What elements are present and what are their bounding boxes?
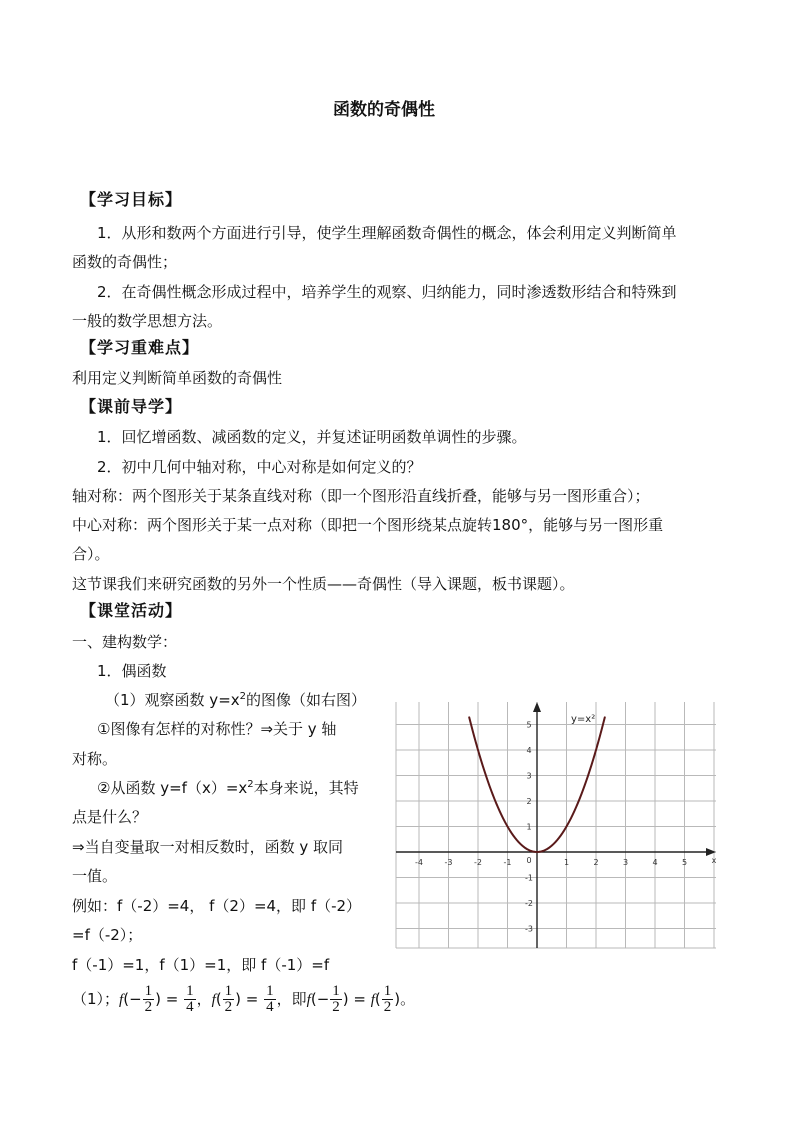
- data-point: [507, 826, 509, 828]
- x-tick-label: 5: [681, 858, 688, 867]
- data-point: [468, 716, 470, 718]
- preview-question-2: 2．初中几何中轴对称，中心对称是如何定义的？: [97, 458, 422, 476]
- keypoints-text: 利用定义判断简单函数的奇偶性: [72, 369, 283, 387]
- y-tick-label: 4: [526, 746, 532, 755]
- chart-title: y=x²: [571, 714, 596, 725]
- x-tick-label: -1: [503, 858, 512, 867]
- function-question-line-2: 点是什么？: [72, 808, 148, 826]
- preview-question-1: 1．回忆增函数、减函数的定义，并复述证明函数单调性的步骤。: [97, 428, 527, 446]
- answer-line-2: 一值。: [72, 867, 118, 885]
- section-heading-keypoints: 【学习重难点】: [80, 338, 200, 357]
- data-point: [536, 851, 538, 853]
- example-line-1: 例如：f（-2）=4， f（2）=4，即 f（-2）: [72, 897, 362, 915]
- parabola-chart: [394, 700, 720, 950]
- example-line-3: f（-1）=1，f（1）=1，即 f（-1）=f: [72, 956, 330, 974]
- x-tick-label: 2: [593, 858, 599, 867]
- y-tick-label: 3: [526, 771, 532, 781]
- symmetry-question-line-1: ①图像有怎样的对称性？⇒关于 y 轴: [97, 720, 337, 738]
- section-heading-preview: 【课前导学】: [80, 397, 183, 416]
- y-tick-label: -2: [525, 899, 533, 908]
- y-tick-label: 2: [526, 797, 532, 806]
- example-fraction-formula: （1）；f(− $\frac{1}{2}$ ) = $\frac{1}{4}$ ，f( $\frac{1}{2}$ ) = $\frac{1}{4}$ ，即f(− $\frac{1}{2}$ ) = f( $\frac{1}{2}$ )。: [72, 983, 416, 1015]
- section-heading-activity: 【课堂活动】: [80, 601, 183, 620]
- y-tick-label: 5: [526, 720, 532, 730]
- goal-item-1-line-1: 1．从形和数两个方面进行引导，使学生理解函数奇偶性的概念，体会利用定义判断简单: [97, 224, 677, 242]
- data-point: [521, 845, 523, 847]
- data-point: [580, 794, 582, 796]
- observe-instruction: （1）观察函数 $y=x^2$的图像（如右图）: [105, 691, 367, 709]
- x-tick-label: 3: [622, 858, 629, 867]
- y-tick-label: 1: [526, 822, 532, 832]
- part-1-heading: 一、建构数学：: [72, 633, 178, 651]
- y-tick-label: -3: [525, 924, 533, 934]
- data-point: [595, 749, 597, 751]
- data-point: [477, 749, 479, 751]
- even-function-heading: 1．偶函数: [97, 662, 167, 680]
- goal-item-2-line-1: 2．在奇偶性概念形成过程中，培养学生的观察、归纳能力，同时渗透数形结合和特殊到: [97, 283, 677, 301]
- data-point: [566, 826, 568, 828]
- answer-line-1: ⇒当自变量取一对相反数时，函数 y 取同: [72, 838, 343, 856]
- function-question-line-1: ②从函数 $y=f(x)=x^2$本身来说，其特: [97, 779, 359, 797]
- y-axis-arrow: [533, 702, 541, 712]
- x-axis-label: x: [711, 856, 717, 865]
- x-tick-label: 4: [652, 858, 658, 867]
- data-point: [604, 716, 606, 718]
- data-point: [492, 794, 494, 796]
- data-point: [551, 845, 553, 847]
- x-tick-label: -3: [444, 858, 453, 867]
- x-tick-label: 1: [563, 858, 570, 867]
- origin-label: 0: [526, 856, 532, 865]
- center-symmetry-definition-line-1: 中心对称：两个图形关于某一点对称（即把一个图形绕某点旋转180°，能够与另一图形重: [72, 516, 664, 534]
- goal-item-1-line-2: 函数的奇偶性；: [72, 253, 178, 271]
- page-title: 函数的奇偶性: [333, 100, 435, 120]
- x-tick-label: -2: [474, 858, 482, 867]
- goal-item-2-line-2: 一般的数学思想方法。: [72, 312, 223, 330]
- lesson-intro: 这节课我们来研究函数的另外一个性质——奇偶性（导入课题，板书课题）。: [72, 575, 575, 593]
- x-tick-label: -4: [415, 858, 423, 867]
- y-tick-label: -1: [525, 873, 533, 883]
- symmetry-question-line-2: 对称。: [72, 750, 118, 768]
- example-line-2: =f（-2）；: [72, 926, 143, 944]
- section-heading-goals: 【学习目标】: [80, 190, 183, 209]
- axis-symmetry-definition: 轴对称：两个图形关于某条直线对称（即一个图形沿直线折叠，能够与另一图形重合）；: [72, 487, 650, 505]
- center-symmetry-definition-line-2: 合）。: [72, 545, 110, 563]
